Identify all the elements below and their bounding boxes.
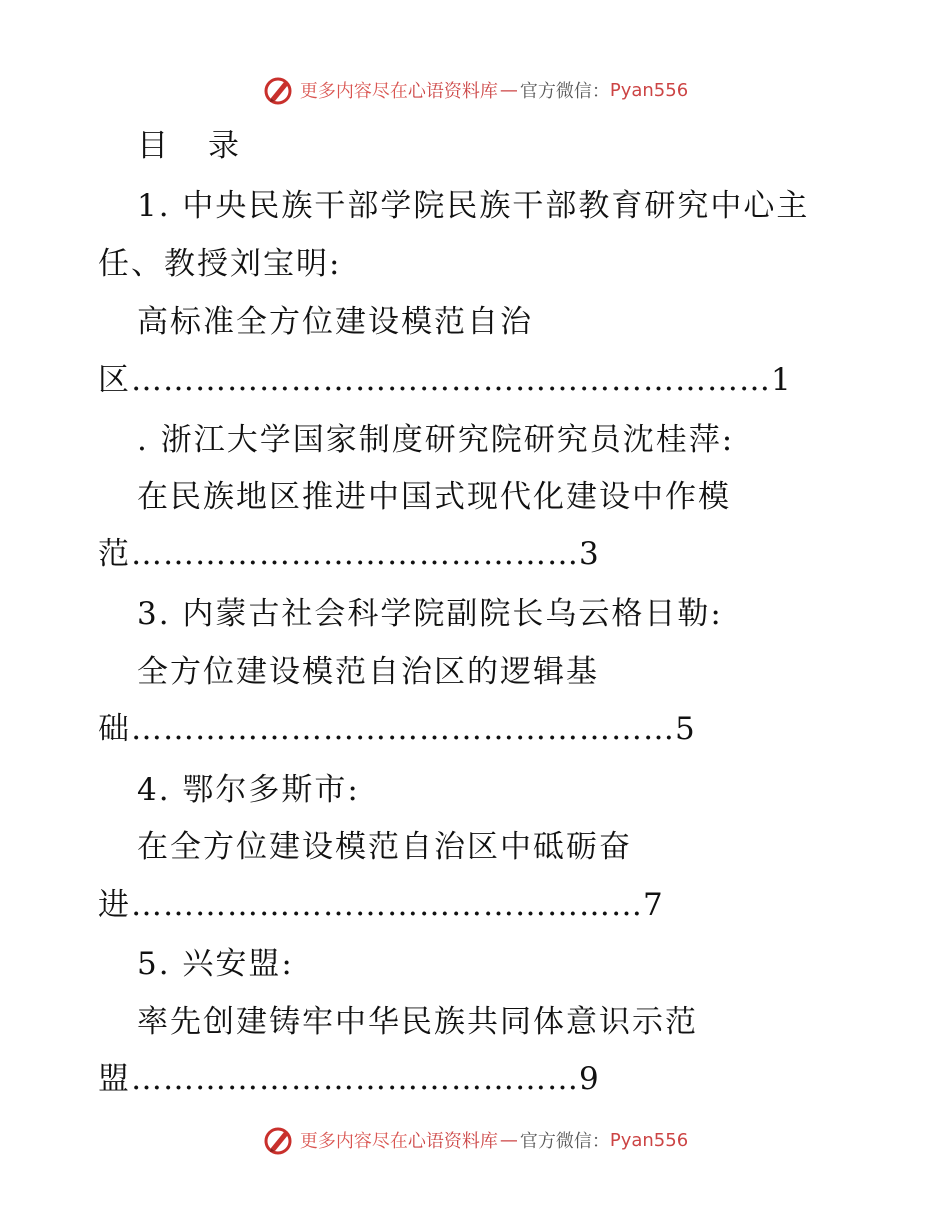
toc-entry-2-dots: ……………………………………	[131, 536, 579, 572]
toc-title	[137, 126, 239, 166]
toc-entry-1-page-number: 1	[771, 362, 791, 398]
watermark-banner-bottom	[0, 1118, 950, 1162]
banner-dash: —	[499, 1129, 518, 1151]
toc-entry-1-heading-line-2: 任、教授刘宝明:	[98, 246, 342, 282]
toc-entry-2-heading: . 浙江大学国家制度研究院研究员沈桂萍:	[137, 422, 735, 458]
toc-entry-5-heading: 5. 兴安盟:	[137, 946, 294, 982]
toc-entry-5-last-char: 盟	[98, 1061, 131, 1097]
pen-logo-icon	[262, 74, 294, 106]
toc-entry-1-title[interactable]: 高标准全方位建设模范自治	[137, 304, 533, 340]
pen-logo-icon	[262, 1124, 294, 1156]
toc-entry-3-title[interactable]: 全方位建设模范自治区的逻辑基	[137, 654, 599, 690]
toc-entry-1-last-char: 区	[98, 362, 131, 398]
toc-entry-4-page-number: 7	[643, 887, 663, 923]
toc-entry-1-heading-line-1: 1. 中央民族干部学院民族干部教育研究中心主	[137, 188, 810, 224]
toc-entry-5-dots: ……………………………………	[131, 1061, 579, 1097]
toc-title-char-2: 录	[208, 128, 239, 164]
toc-title-char-1: 目	[137, 128, 168, 164]
banner-library-name: 心语资料库	[407, 1131, 498, 1152]
toc-entry-4-dots: …………………………………………	[131, 887, 643, 923]
toc-entry-1-dots: ……………………………………………………	[131, 362, 771, 398]
toc-entry-3-dots: ……………………………………………	[131, 711, 675, 747]
banner-lead-text: 更多内容尽在	[299, 81, 408, 102]
toc-entry-3-last-char: 础	[98, 711, 131, 747]
banner-dash: —	[499, 79, 518, 101]
toc-entry-3-heading: 3. 内蒙古社会科学院副院长乌云格日勒:	[137, 596, 723, 632]
banner-lead-text: 更多内容尽在	[299, 1131, 408, 1152]
watermark-banner-top	[0, 68, 950, 112]
toc-entry-3-page-number: 5	[675, 711, 695, 747]
toc-entry-4-title[interactable]: 在全方位建设模范自治区中砥砺奋	[137, 829, 632, 865]
banner-wechat-id: Pyan556	[609, 79, 689, 101]
banner-library-name: 心语资料库	[407, 81, 498, 102]
toc-entry-2-page-number: 3	[579, 536, 599, 572]
toc-entry-2-last-char: 范	[98, 536, 131, 572]
toc-entry-2-leader[interactable]	[98, 534, 599, 574]
toc-entry-5-page-number: 9	[579, 1061, 599, 1097]
toc-entry-4-last-char: 进	[98, 887, 131, 923]
banner-wechat-label: 官方微信：	[519, 1131, 610, 1152]
banner-wechat-id: Pyan556	[609, 1129, 689, 1151]
toc-entry-5-title[interactable]: 率先创建铸牢中华民族共同体意识示范	[137, 1004, 698, 1040]
toc-entry-1-leader[interactable]	[98, 360, 791, 400]
toc-entry-4-leader[interactable]	[98, 885, 663, 925]
toc-entry-3-leader[interactable]	[98, 709, 695, 749]
toc-entry-5-leader[interactable]	[98, 1059, 599, 1099]
banner-wechat-label: 官方微信：	[519, 81, 610, 102]
toc-entry-4-heading: 4. 鄂尔多斯市:	[137, 772, 360, 808]
toc-entry-2-title[interactable]: 在民族地区推进中国式现代化建设中作模	[137, 479, 731, 515]
